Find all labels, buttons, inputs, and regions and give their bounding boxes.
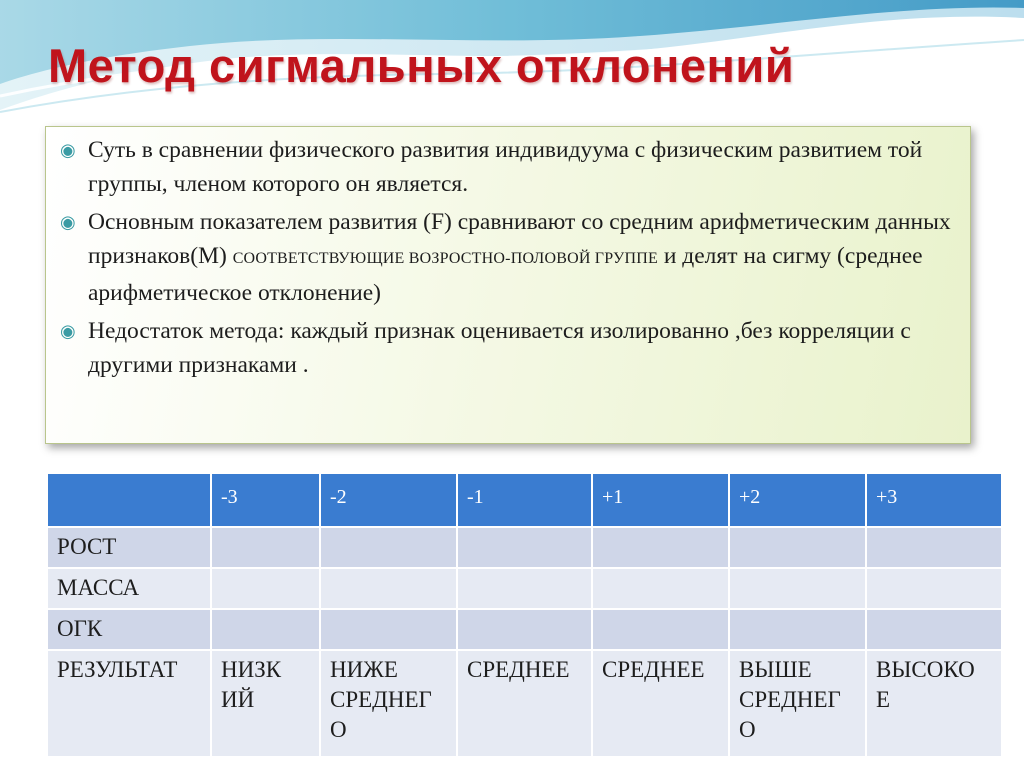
table-cell: СРЕДНЕЕ: [457, 650, 592, 757]
row-label: РЕЗУЛЬТАТ: [47, 650, 211, 757]
row-label: МАССА: [47, 568, 211, 609]
row-label: РОСТ: [47, 527, 211, 568]
table-cell: НИЖЕ СРЕДНЕГ О: [320, 650, 457, 757]
sigma-table: [46, 472, 1003, 758]
table-cell: [866, 527, 1002, 568]
bullet-list: [60, 133, 960, 382]
table-cell: [866, 568, 1002, 609]
header-cell: [47, 473, 211, 527]
content-box: [45, 126, 971, 444]
bullet-item-essence: [60, 133, 960, 201]
bullet-text: Суть в сравнении физического развития индивидуума с физическим развитием той группы, членом которого он является.: [88, 137, 923, 197]
bullet-text-small: СООТВЕТСТВУЮЩИЕ ВОЗРОСТНО-ПОЛОВОЙ ГРУППЕ: [232, 250, 658, 267]
bullet-item-indicator: [60, 205, 960, 310]
table-cell: [592, 568, 729, 609]
header-cell: +3: [866, 473, 1002, 527]
header-cell: -1: [457, 473, 592, 527]
header-cell: -3: [211, 473, 320, 527]
table-cell: [211, 609, 320, 650]
table-row: [47, 568, 1002, 609]
table-cell: [729, 568, 866, 609]
circle-dot-icon: ◉: [60, 140, 76, 160]
table-row: [47, 650, 1002, 757]
circle-dot-icon: ◉: [60, 212, 76, 232]
table-row: [47, 609, 1002, 650]
table-cell: [211, 568, 320, 609]
table-cell: [211, 527, 320, 568]
table-cell: [320, 609, 457, 650]
bullet-text-before: Основным показателем развития (F) сравнивают со средним арифметическим данных признаков(М): [88, 209, 951, 269]
table-cell: [457, 609, 592, 650]
table-cell: [320, 568, 457, 609]
table-cell: [729, 527, 866, 568]
row-label: ОГК: [47, 609, 211, 650]
table-header-row: [47, 473, 1002, 527]
table-cell: [457, 527, 592, 568]
table-cell: ВЫСОКО Е: [866, 650, 1002, 757]
table-cell: [320, 527, 457, 568]
bullet-text: Недостаток метода: каждый признак оценивается изолированно ,без корреляции с другими признаками .: [88, 318, 911, 378]
bullet-item-drawback: [60, 314, 960, 382]
table-cell: [729, 609, 866, 650]
table-row: [47, 527, 1002, 568]
table-cell: [592, 609, 729, 650]
header-cell: -2: [320, 473, 457, 527]
circle-dot-icon: ◉: [60, 321, 76, 341]
table-cell: НИЗК ИЙ: [211, 650, 320, 757]
slide-title: Метод сигмальных отклонений: [48, 39, 795, 92]
table-cell: [866, 609, 1002, 650]
header-cell: +1: [592, 473, 729, 527]
table-cell: [592, 527, 729, 568]
table-cell: СРЕДНЕЕ: [592, 650, 729, 757]
bullet-text-after: и делят на сигму (среднее арифметическое отклонение): [88, 243, 923, 306]
table-cell: [457, 568, 592, 609]
header-cell: +2: [729, 473, 866, 527]
table-cell: ВЫШЕ СРЕДНЕГ О: [729, 650, 866, 757]
